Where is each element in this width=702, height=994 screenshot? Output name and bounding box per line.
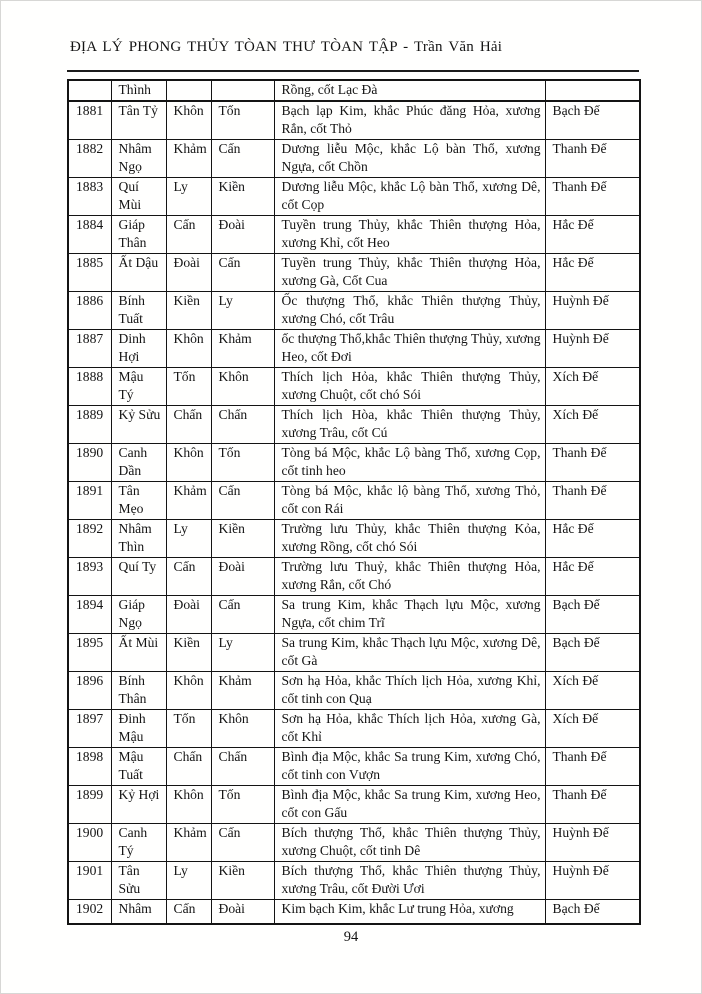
year-cell: 1891: [68, 482, 111, 520]
deity-cell: Xích Đế: [545, 368, 640, 406]
trigram1-cell: Khôn: [166, 672, 211, 710]
table-row: [68, 330, 640, 368]
table-row: [68, 140, 640, 178]
description-cell: Ốc thượng Thổ, khắc Thiên thượng Thủy, xương Chó, cốt Trâu: [274, 292, 545, 330]
trigram1-cell: Kiền: [166, 292, 211, 330]
canchi-cell: Bính Thân: [111, 672, 166, 710]
trigram1-cell: Khôn: [166, 786, 211, 824]
deity-cell: Hắc Đế: [545, 216, 640, 254]
deity-cell: Xích Đế: [545, 406, 640, 444]
description-cell: Kim bạch Kim, khắc Lư trung Hỏa, xương: [274, 900, 545, 925]
description-cell: Bích thượng Thổ, khắc Thiên thượng Thủy, xương Chuột, cốt tinh Dê: [274, 824, 545, 862]
canchi-cell: Tân Sửu: [111, 862, 166, 900]
year-table-body: [68, 80, 640, 924]
canchi-cell: Dinh Hợi: [111, 330, 166, 368]
canchi-cell: Canh Tý: [111, 824, 166, 862]
page-header-title: ĐỊA LÝ PHONG THỦY TÒAN THƯ TÒAN TẬP - Trần Văn Hải: [70, 39, 503, 55]
trigram2-cell: Tốn: [211, 444, 274, 482]
deity-cell: Xích Đế: [545, 672, 640, 710]
trigram1-cell: Khôn: [166, 101, 211, 140]
deity-cell: Thanh Đế: [545, 178, 640, 216]
description-cell: Bích thượng Thổ, khắc Thiên thượng Thủy, xương Trâu, cốt Đười Ươi: [274, 862, 545, 900]
trigram1-cell: Ly: [166, 862, 211, 900]
canchi-cell: Bính Tuất: [111, 292, 166, 330]
table-row: [68, 862, 640, 900]
deity-cell: Hắc Đế: [545, 520, 640, 558]
deity-cell: Thanh Đế: [545, 444, 640, 482]
description-cell: Tuyền trung Thủy, khắc Thiên thượng Hỏa, xương Gà, Cốt Cua: [274, 254, 545, 292]
trigram2-cell: Cấn: [211, 596, 274, 634]
trigram1-cell: Tốn: [166, 368, 211, 406]
table-row: [68, 824, 640, 862]
trigram2-cell: Cấn: [211, 254, 274, 292]
trigram1-cell: Đoài: [166, 596, 211, 634]
description-cell: Sơn hạ Hỏa, khắc Thích lịch Hỏa, xương Khỉ, cốt tinh con Quạ: [274, 672, 545, 710]
trigram2-cell: Tốn: [211, 786, 274, 824]
trigram1-cell: Khôn: [166, 444, 211, 482]
trigram2-cell: Đoài: [211, 900, 274, 925]
deity-cell: Thanh Đế: [545, 786, 640, 824]
trigram2-cell: Đoài: [211, 216, 274, 254]
year-cell: 1894: [68, 596, 111, 634]
canchi-cell: Nhâm Ngọ: [111, 140, 166, 178]
canchi-cell: Canh Dần: [111, 444, 166, 482]
year-cell: 1883: [68, 178, 111, 216]
description-cell: Trường lưu Thuỷ, khắc Thiên thượng Hỏa, xương Rắn, cốt Chó: [274, 558, 545, 596]
table-row: [68, 101, 640, 140]
canchi-cell: Quí Ty: [111, 558, 166, 596]
trigram1-cell: Khảm: [166, 824, 211, 862]
year-cell: 1882: [68, 140, 111, 178]
canchi-cell: Tân Tỷ: [111, 101, 166, 140]
table-row: [68, 786, 640, 824]
canchi-cell: Mậu Tuất: [111, 748, 166, 786]
year-cell: 1893: [68, 558, 111, 596]
trigram2-cell: Khảm: [211, 330, 274, 368]
year-cell: 1900: [68, 824, 111, 862]
trigram1-cell: Tốn: [166, 710, 211, 748]
description-cell: Bình địa Mộc, khắc Sa trung Kim, xương Chó, cốt tinh con Vượn: [274, 748, 545, 786]
description-cell: Dương liễu Mộc, khắc Lộ bàn Thổ, xương Dê, cốt Cọp: [274, 178, 545, 216]
description-cell: Thích lịch Hòa, khắc Thiên thượng Thủy, xương Trâu, cốt Cú: [274, 406, 545, 444]
trigram2-cell: Kiền: [211, 178, 274, 216]
trigram2-cell: Cấn: [211, 482, 274, 520]
table-row: [68, 596, 640, 634]
deity-cell: Thanh Đế: [545, 140, 640, 178]
year-cell: 1886: [68, 292, 111, 330]
canchi-cell: Thình: [111, 80, 166, 101]
canchi-cell: Giáp Ngọ: [111, 596, 166, 634]
canchi-cell: Nhâm Thìn: [111, 520, 166, 558]
trigram1-cell: Cấn: [166, 900, 211, 925]
trigram1-cell: Cấn: [166, 558, 211, 596]
table-row: [68, 710, 640, 748]
deity-cell: Hắc Đế: [545, 558, 640, 596]
deity-cell: Xích Đế: [545, 710, 640, 748]
deity-cell: Bạch Đế: [545, 101, 640, 140]
trigram2-cell: Khôn: [211, 710, 274, 748]
table-row: [68, 558, 640, 596]
trigram2-cell: Kiền: [211, 520, 274, 558]
destiny-year-table: [67, 79, 641, 925]
canchi-cell: Ất Dậu: [111, 254, 166, 292]
trigram2-cell: [211, 80, 274, 101]
trigram2-cell: Cấn: [211, 140, 274, 178]
year-cell: 1898: [68, 748, 111, 786]
deity-cell: Huỳnh Đế: [545, 292, 640, 330]
trigram2-cell: Tốn: [211, 101, 274, 140]
trigram1-cell: Khảm: [166, 140, 211, 178]
trigram1-cell: Chấn: [166, 406, 211, 444]
table-row: [68, 292, 640, 330]
year-cell: 1885: [68, 254, 111, 292]
year-cell: 1884: [68, 216, 111, 254]
deity-cell: Bạch Đế: [545, 596, 640, 634]
description-cell: ốc thượng Thổ,khắc Thiên thượng Thủy, xương Heo, cốt Đơi: [274, 330, 545, 368]
canchi-cell: Kỷ Sửu: [111, 406, 166, 444]
table-row: [68, 444, 640, 482]
trigram1-cell: Kiền: [166, 634, 211, 672]
year-cell: 1895: [68, 634, 111, 672]
year-cell: 1892: [68, 520, 111, 558]
table-row: [68, 672, 640, 710]
trigram2-cell: Khảm: [211, 672, 274, 710]
header-divider-rule: [67, 70, 639, 72]
description-cell: Sa trung Kim, khắc Thạch lựu Mộc, xương Dê, cốt Gà: [274, 634, 545, 672]
description-cell: Thích lịch Hỏa, khắc Thiên thượng Thủy, xương Chuột, cốt chó Sói: [274, 368, 545, 406]
trigram2-cell: Ly: [211, 634, 274, 672]
canchi-cell: Kỷ Hợi: [111, 786, 166, 824]
trigram1-cell: Cấn: [166, 216, 211, 254]
trigram2-cell: Chấn: [211, 406, 274, 444]
table-row: [68, 748, 640, 786]
table-row: [68, 178, 640, 216]
trigram1-cell: Chấn: [166, 748, 211, 786]
year-cell: 1889: [68, 406, 111, 444]
table-row: [68, 368, 640, 406]
description-cell: Rồng, cốt Lạc Đà: [274, 80, 545, 101]
trigram2-cell: Ly: [211, 292, 274, 330]
description-cell: Dương liễu Mộc, khắc Lộ bàn Thổ, xương Ngựa, cốt Chồn: [274, 140, 545, 178]
table-row: [68, 216, 640, 254]
trigram1-cell: [166, 80, 211, 101]
deity-cell: Huỳnh Đế: [545, 330, 640, 368]
canchi-cell: Quí Mùi: [111, 178, 166, 216]
canchi-cell: Nhâm: [111, 900, 166, 925]
description-cell: Bạch lạp Kim, khắc Phúc đăng Hỏa, xương Rắn, cốt Thỏ: [274, 101, 545, 140]
trigram1-cell: Ly: [166, 178, 211, 216]
trigram2-cell: Khôn: [211, 368, 274, 406]
description-cell: Tòng bá Mộc, khắc lộ bàng Thổ, xương Thỏ, cốt con Rái: [274, 482, 545, 520]
trigram2-cell: Kiền: [211, 862, 274, 900]
canchi-cell: Giáp Thân: [111, 216, 166, 254]
table-row: [68, 80, 640, 101]
trigram1-cell: Khảm: [166, 482, 211, 520]
deity-cell: Bạch Đế: [545, 900, 640, 925]
table-row: [68, 406, 640, 444]
year-cell: 1890: [68, 444, 111, 482]
trigram2-cell: Đoài: [211, 558, 274, 596]
deity-cell: Huỳnh Đế: [545, 862, 640, 900]
year-cell: 1897: [68, 710, 111, 748]
deity-cell: Hắc Đế: [545, 254, 640, 292]
year-cell: 1881: [68, 101, 111, 140]
trigram1-cell: Ly: [166, 520, 211, 558]
year-cell: 1899: [68, 786, 111, 824]
canchi-cell: Ất Mùi: [111, 634, 166, 672]
description-cell: Bình địa Mộc, khắc Sa trung Kim, xương Heo, cốt con Gấu: [274, 786, 545, 824]
table-row: [68, 634, 640, 672]
year-cell: 1901: [68, 862, 111, 900]
deity-cell: Huỳnh Đế: [545, 824, 640, 862]
year-cell: 1902: [68, 900, 111, 925]
trigram1-cell: Khôn: [166, 330, 211, 368]
canchi-cell: Mậu Tý: [111, 368, 166, 406]
year-cell: 1896: [68, 672, 111, 710]
year-cell: 1887: [68, 330, 111, 368]
deity-cell: Bạch Đế: [545, 634, 640, 672]
year-cell: [68, 80, 111, 101]
deity-cell: [545, 80, 640, 101]
table-row: [68, 482, 640, 520]
deity-cell: Thanh Đế: [545, 748, 640, 786]
table-row: [68, 254, 640, 292]
table-row: [68, 900, 640, 925]
table-row: [68, 520, 640, 558]
trigram1-cell: Đoài: [166, 254, 211, 292]
year-cell: 1888: [68, 368, 111, 406]
canchi-cell: Tân Mẹo: [111, 482, 166, 520]
trigram2-cell: Cấn: [211, 824, 274, 862]
description-cell: Trường lưu Thủy, khắc Thiên thượng Kỏa, xương Rồng, cốt chó Sói: [274, 520, 545, 558]
description-cell: Tòng bá Mộc, khắc Lộ bàng Thổ, xương Cọp, cốt tinh heo: [274, 444, 545, 482]
description-cell: Tuyền trung Thủy, khắc Thiên thượng Hỏa, xương Khỉ, cốt Heo: [274, 216, 545, 254]
trigram2-cell: Chấn: [211, 748, 274, 786]
canchi-cell: Đinh Mậu: [111, 710, 166, 748]
description-cell: Sơn hạ Hỏa, khắc Thích lịch Hỏa, xương Gà, cốt Khỉ: [274, 710, 545, 748]
description-cell: Sa trung Kim, khắc Thạch lựu Mộc, xương Ngựa, cốt chim Trĩ: [274, 596, 545, 634]
deity-cell: Thanh Đế: [545, 482, 640, 520]
page-number: 94: [343, 929, 359, 945]
